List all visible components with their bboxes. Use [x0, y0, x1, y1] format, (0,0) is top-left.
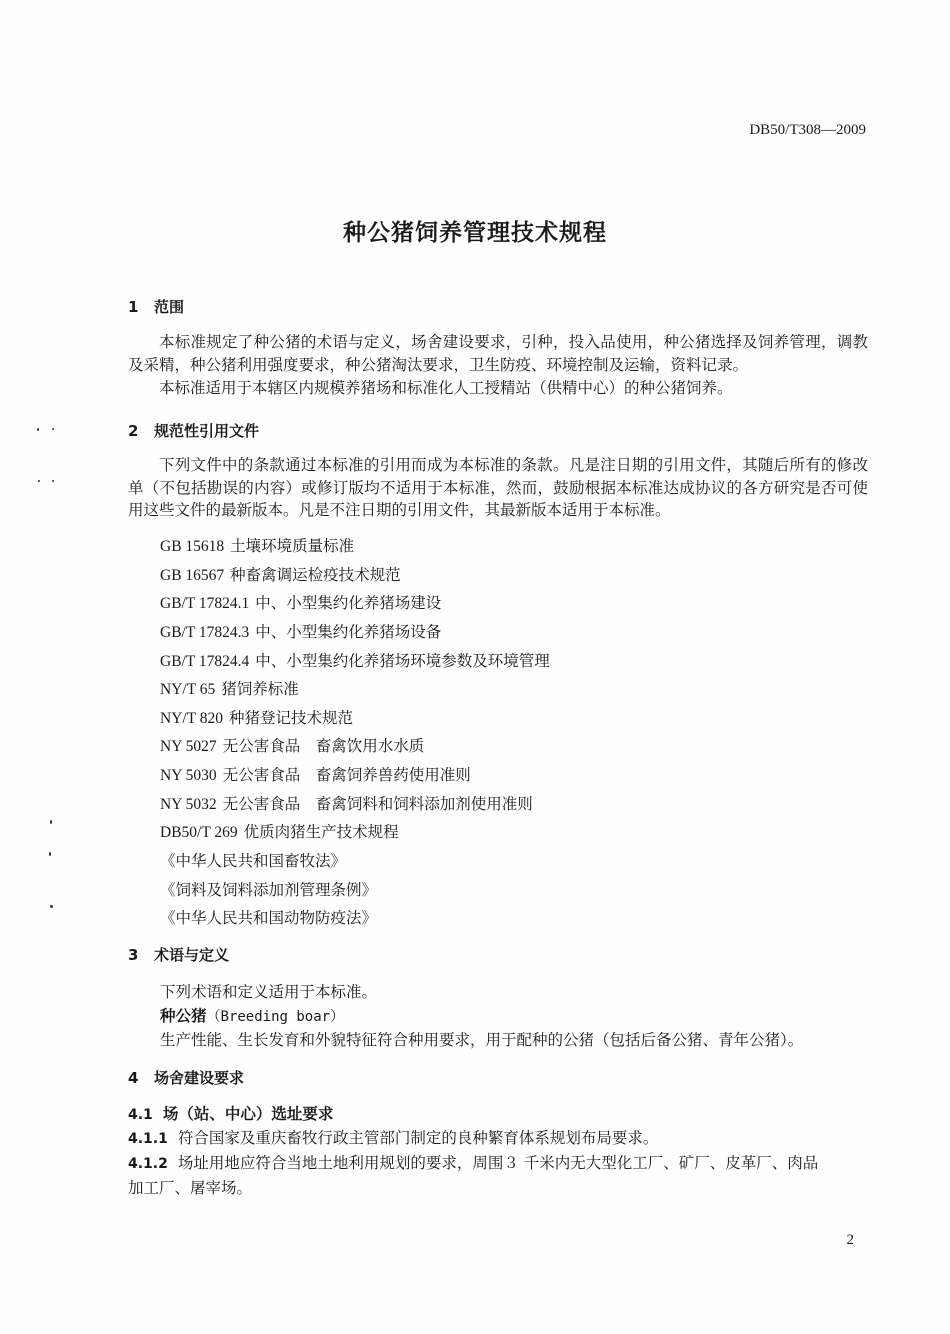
section-1-heading [128, 296, 184, 317]
subsection-4-1: 4.1 场（站、中心）选址要求 [128, 1105, 334, 1123]
scan-speck [38, 480, 40, 482]
reference-item: DB50/T 269 优质肉猪生产技术规程 [160, 823, 399, 841]
page-number: 2 [846, 1232, 854, 1248]
reference-item: 《中华人民共和国畜牧法》 [160, 852, 347, 870]
scan-speck [49, 852, 51, 856]
section-title: 术语与定义 [154, 946, 230, 964]
reference-item: NY/T 820 种猪登记技术规范 [160, 709, 354, 727]
subsection-4-1-1: 4.1.1 符合国家及重庆畜牧行政主管部门制定的良种繁育体系规划布局要求。 [128, 1129, 659, 1147]
subsection-4-1-2-continued: 加工厂、屠宰场。 [128, 1179, 253, 1197]
section-title: 场舍建设要求 [154, 1069, 245, 1087]
term-english: （Breeding boar） [206, 1009, 345, 1025]
scan-speck [52, 428, 54, 430]
section-number: 3 [128, 946, 139, 964]
reference-item: NY 5027 无公害食品 畜禽饮用水水质 [160, 737, 425, 755]
section-title: 规范性引用文件 [154, 422, 260, 440]
term: 种公猪 [160, 1007, 207, 1025]
reference-item: 《饲料及饲料添加剂管理条例》 [160, 881, 378, 899]
reference-item: GB/T 17824.4 中、小型集约化养猪场环境参数及环境管理 [160, 652, 550, 670]
scan-speck [50, 820, 52, 824]
document-title: 种公猪饲养管理技术规程 [343, 220, 607, 246]
section-2-intro: 下列文件中的条款通过本标准的引用而成为本标准的条款。凡是注日期的引用文件，其随后所有的修改单（不包括勘误的内容）或修订版均不适用于本标准，然而，鼓励根据本标准达成协议的各方研究是否可使用这些文件的最新版本。凡是不注日期的引用文件，其最新版本适用于本标准。 [128, 456, 868, 519]
reference-item: 《中华人民共和国动物防疫法》 [160, 909, 378, 927]
section-number: 4 [128, 1069, 139, 1087]
reference-item: GB/T 17824.1 中、小型集约化养猪场建设 [160, 594, 442, 612]
reference-item: NY/T 65 猪饲养标准 [160, 680, 299, 698]
section-2-heading [128, 420, 259, 441]
term-definition: 生产性能、生长发育和外貌特征符合种用要求，用于配种的公猪（包括后备公猪、青年公猪）。 [160, 1031, 804, 1049]
scan-speck [50, 905, 53, 908]
section-title: 范围 [154, 298, 185, 316]
reference-item: GB 16567 种畜禽调运检疫技术规范 [160, 566, 401, 584]
section-number: 1 [128, 298, 139, 316]
section-1-para-2: 本标准适用于本辖区内规模养猪场和标准化人工授精站（供精中心）的种公猪饲养。 [159, 379, 733, 397]
reference-item: NY 5032 无公害食品 畜禽饲料和饲料添加剂使用准则 [160, 795, 533, 813]
scan-speck [52, 480, 54, 482]
scan-speck [37, 428, 39, 431]
section-3-heading [128, 944, 229, 965]
section-4-heading [128, 1067, 244, 1088]
section-3-intro: 下列术语和定义适用于本标准。 [160, 983, 378, 1001]
section-number: 2 [128, 422, 139, 440]
reference-item: NY 5030 无公害食品 畜禽饲养兽药使用准则 [160, 766, 471, 784]
reference-item: GB/T 17824.3 中、小型集约化养猪场设备 [160, 623, 442, 641]
standard-code: DB50/T308—2009 [749, 122, 866, 138]
reference-item: GB 15618 土壤环境质量标准 [160, 537, 355, 555]
subsection-4-1-2: 4.1.2 场址用地应符合当地土地利用规划的要求，周围３ 千米内无大型化工厂、矿厂、皮革厂、肉品 [128, 1154, 819, 1172]
term-line [160, 1004, 344, 1026]
section-1-para-1: 本标准规定了种公猪的术语与定义，场舍建设要求，引种，投入品使用，种公猪选择及饲养管理，调教及采精，种公猪利用强度要求，种公猪淘汰要求，卫生防疫、环境控制及运输，资料记录。 [128, 333, 868, 374]
